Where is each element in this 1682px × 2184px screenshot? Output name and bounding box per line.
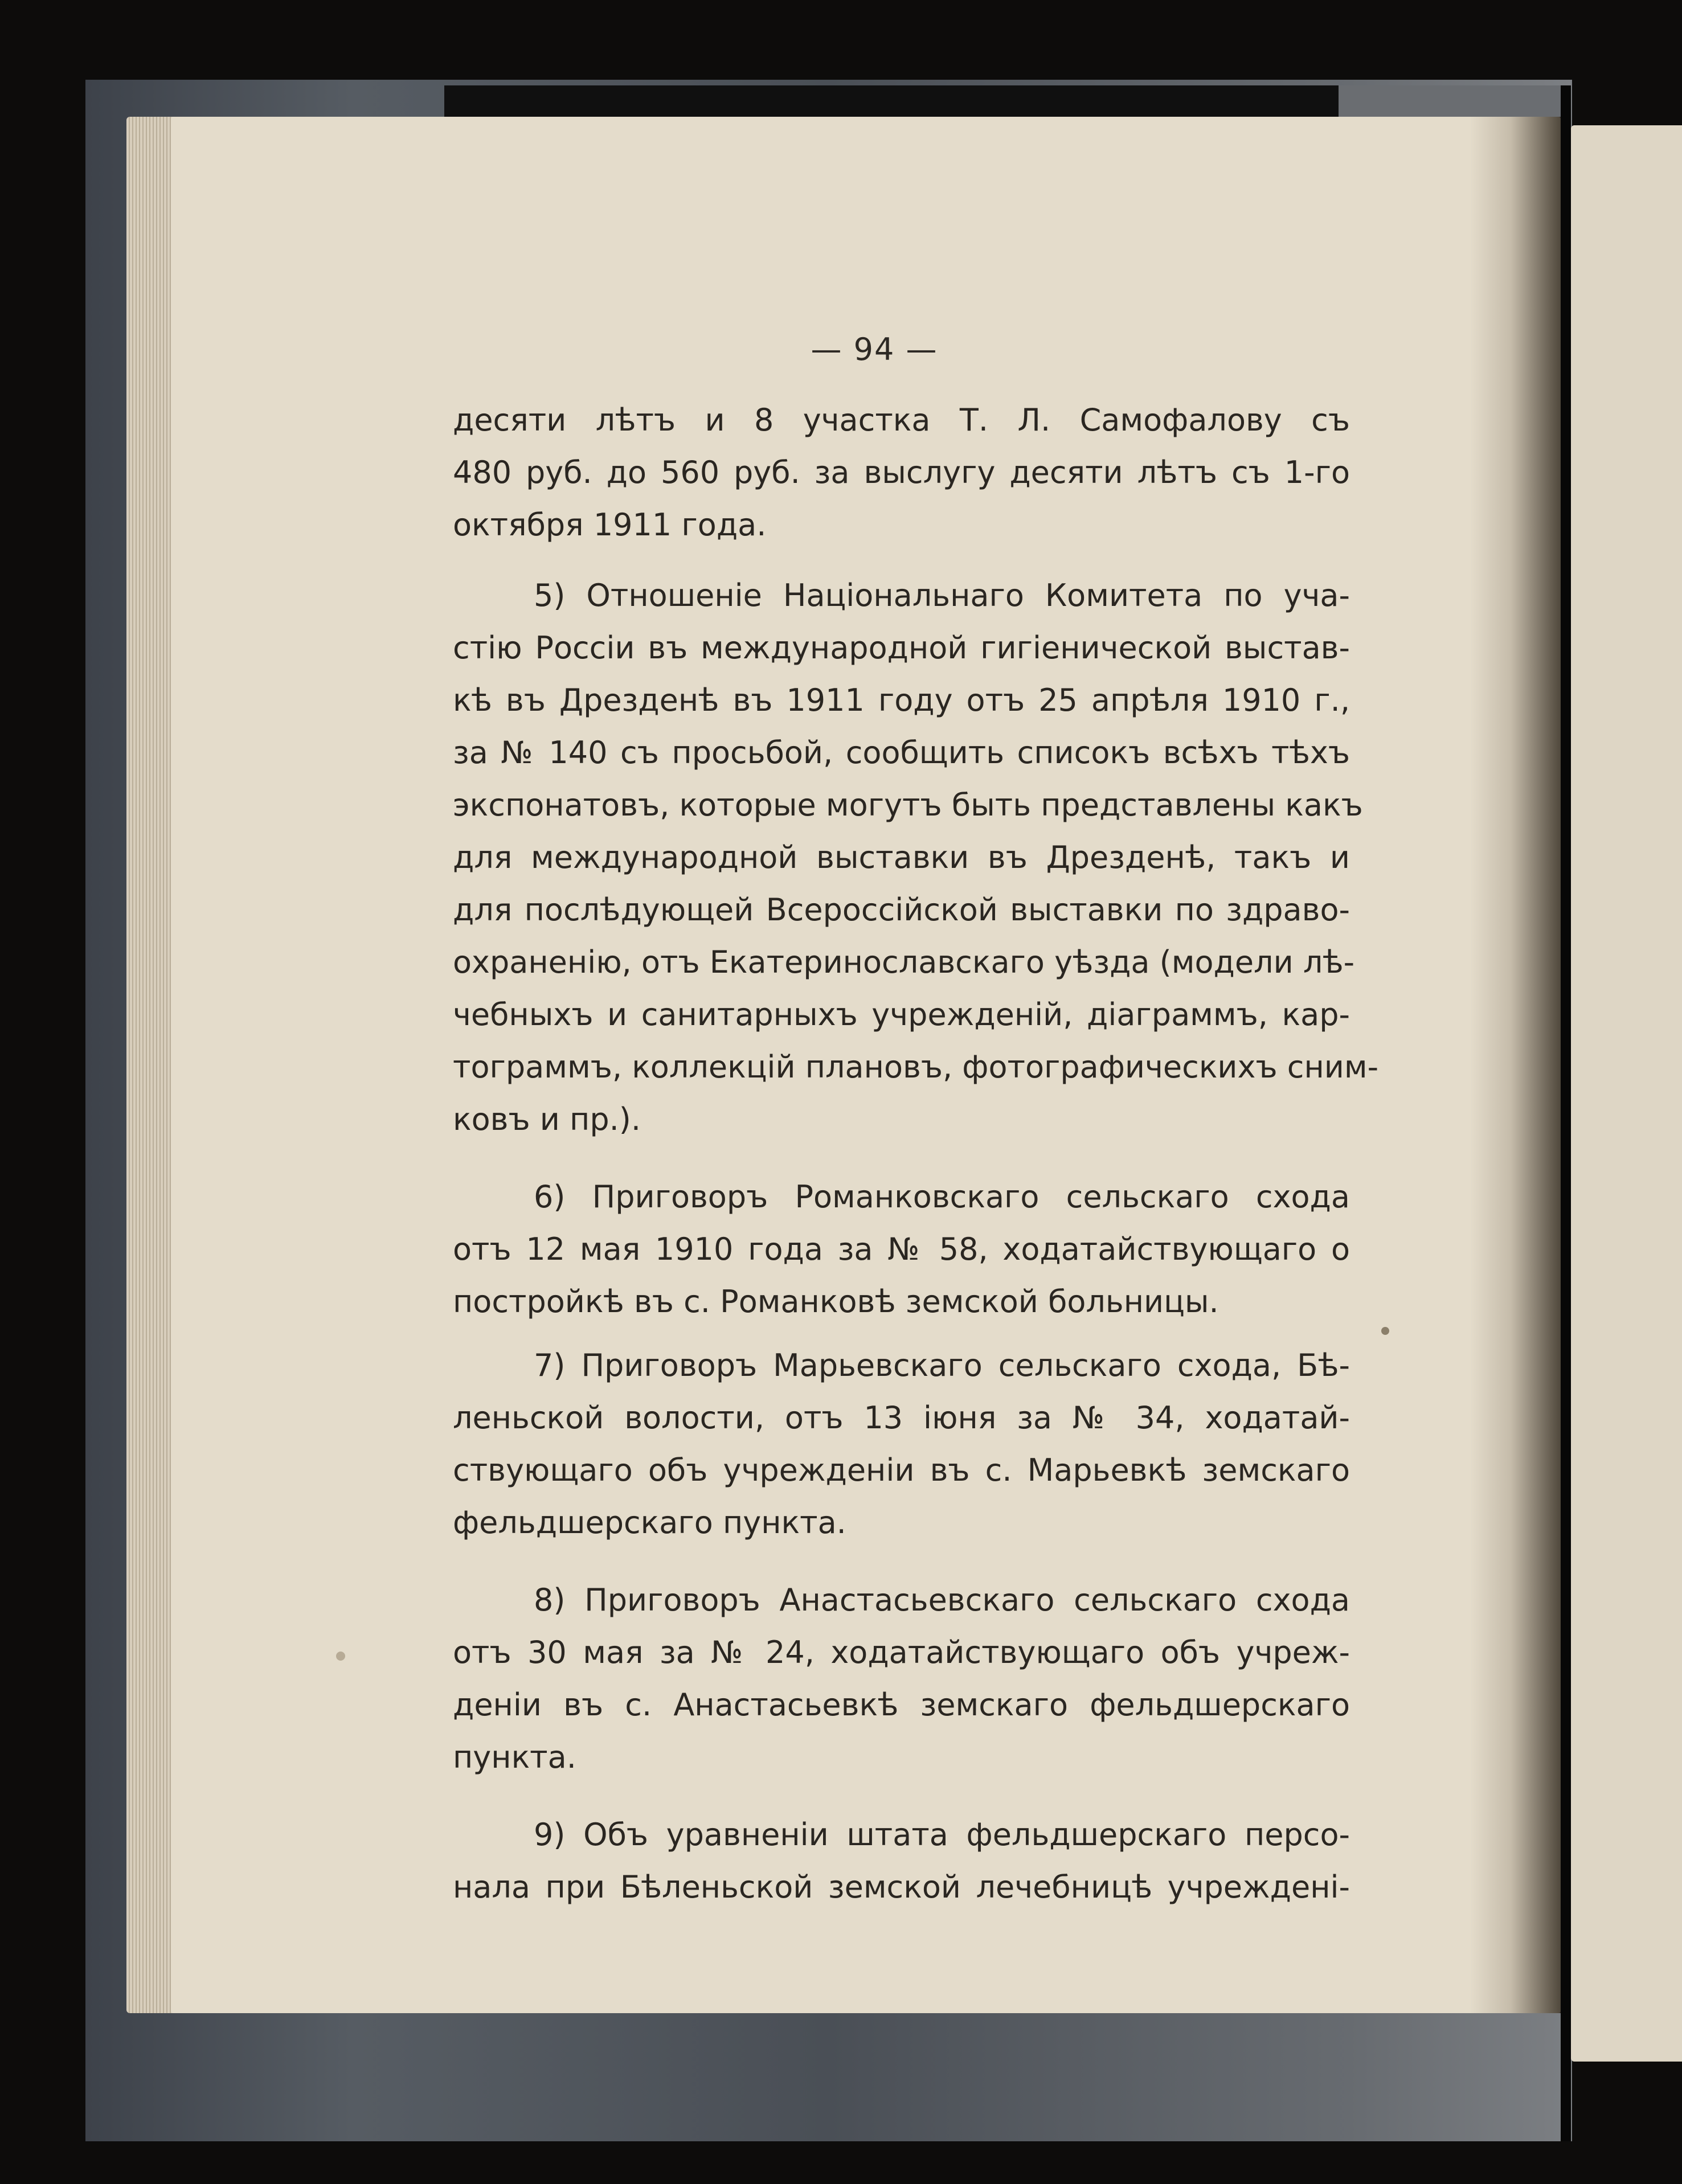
text-line: пункта. [453, 1739, 576, 1775]
page-gutter-shadow [1470, 117, 1561, 2013]
page-number: — 94 — [811, 331, 938, 367]
page-body-text [453, 394, 1379, 1913]
text-line: постройкѣ въ с. Романковѣ земской больницы. [453, 1284, 1219, 1320]
text-line: октября 1911 года. [453, 507, 767, 543]
text-line: чебныхъ и санитарныхъ учрежденій, діаграммъ, кар- [453, 997, 1350, 1032]
text-line: леньской волости, отъ 13 іюня за № 34, ходатай- [453, 1400, 1350, 1436]
text-line: нала при Бѣленьской земской лечебницѣ учреждені- [453, 1869, 1350, 1905]
text-line: отъ 30 мая за № 24, ходатайствующаго объ учреж- [453, 1634, 1350, 1670]
text-line: ствующаго объ учрежденіи въ с. Марьевкѣ земскаго [453, 1452, 1350, 1488]
text-line: 7) Приговоръ Марьевскаго сельскаго схода, Бѣ- [534, 1347, 1350, 1383]
text-line: 8) Приговоръ Анастасьевскаго сельскаго схода [534, 1582, 1350, 1618]
paper-speck [1381, 1327, 1389, 1335]
text-line: 480 руб. до 560 руб. за выслугу десяти лѣтъ съ 1-го [453, 454, 1350, 490]
text-line: 9) Объ уравненіи штата фельдшерскаго персо- [534, 1817, 1350, 1853]
text-line: охраненію, отъ Екатеринославскаго уѣзда (модели лѣ- [453, 944, 1355, 980]
text-line: 6) Приговоръ Романковскаго сельскаго схода [534, 1179, 1350, 1215]
text-line: тограммъ, коллекцій плановъ, фотографическихъ сним- [453, 1049, 1379, 1085]
facing-page-edge [1571, 125, 1682, 2062]
paper-speck [336, 1652, 345, 1661]
text-line: экспонатовъ, которые могутъ быть представлены какъ [453, 787, 1363, 823]
text-line: за № 140 съ просьбой, сообщить списокъ всѣхъ тѣхъ [453, 735, 1350, 771]
text-line: стію Россіи въ международной гигіенической выстав- [453, 630, 1350, 666]
text-line: 5) Отношеніе Національнаго Комитета по уча- [534, 577, 1350, 613]
text-line: отъ 12 мая 1910 года за № 58, ходатайствующаго о [453, 1231, 1350, 1267]
book-spine-gap [1561, 85, 1571, 2141]
text-line: десяти лѣтъ и 8 участка Т. Л. Самофалову съ [453, 402, 1350, 438]
text-line: для международной выставки въ Дрезденѣ, такъ и [453, 839, 1350, 875]
text-line: для послѣдующей Всероссійской выставки по здраво- [453, 892, 1350, 928]
text-line: деніи въ с. Анастасьевкѣ земскаго фельдшерскаго [453, 1687, 1350, 1723]
text-line: фельдшерскаго пункта. [453, 1505, 846, 1540]
text-line: кѣ въ Дрезденѣ въ 1911 году отъ 25 апрѣля 1910 г., [453, 682, 1350, 718]
text-line: ковъ и пр.). [453, 1101, 641, 1137]
